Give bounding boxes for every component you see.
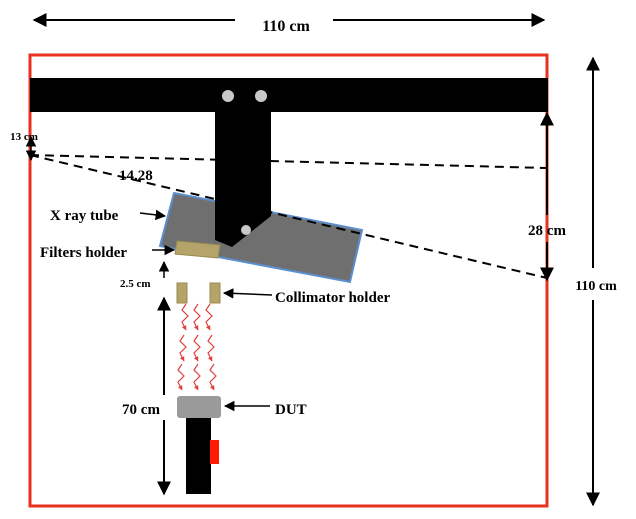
xray-beam (180, 335, 186, 361)
xray-beam (208, 335, 214, 361)
right-height-label: 110 cm (575, 279, 617, 294)
bolt-left (222, 90, 234, 102)
dut-stand (186, 418, 211, 494)
xray-beam (206, 304, 212, 330)
dut-label: DUT (275, 402, 307, 418)
dashed-horizontal (30, 155, 547, 168)
arm-height-label: 28 cm (528, 223, 566, 239)
pivot-bolt (241, 225, 251, 235)
xray-beam (182, 304, 188, 330)
xray-beam (210, 364, 216, 390)
status-indicator (210, 440, 219, 464)
tilt-label: 14.28 (119, 168, 153, 184)
enclosure-frame (30, 55, 547, 506)
xray-beam (194, 364, 200, 390)
top-width-label: 110 cm (262, 18, 310, 35)
collimator-left (177, 283, 187, 303)
xray-beam (194, 304, 200, 330)
support-beam (30, 78, 548, 112)
offset-label: 13 cm (10, 131, 38, 143)
xray-beam (178, 364, 184, 390)
xray-tube-label: X ray tube (50, 208, 119, 224)
xray-tube-pointer (140, 213, 165, 216)
xray-beam (194, 335, 200, 361)
bolt-right (255, 90, 267, 102)
collimator-holder-pointer (224, 293, 272, 295)
xray-beams (178, 304, 216, 390)
gap-label: 2.5 cm (120, 278, 151, 290)
beam-height-label: 70 cm (122, 402, 160, 418)
collimator-right (210, 283, 220, 303)
collimator-holder-label: Collimator holder (275, 290, 391, 306)
filters-holder-label: Filters holder (40, 245, 128, 261)
dut-device (177, 396, 221, 418)
